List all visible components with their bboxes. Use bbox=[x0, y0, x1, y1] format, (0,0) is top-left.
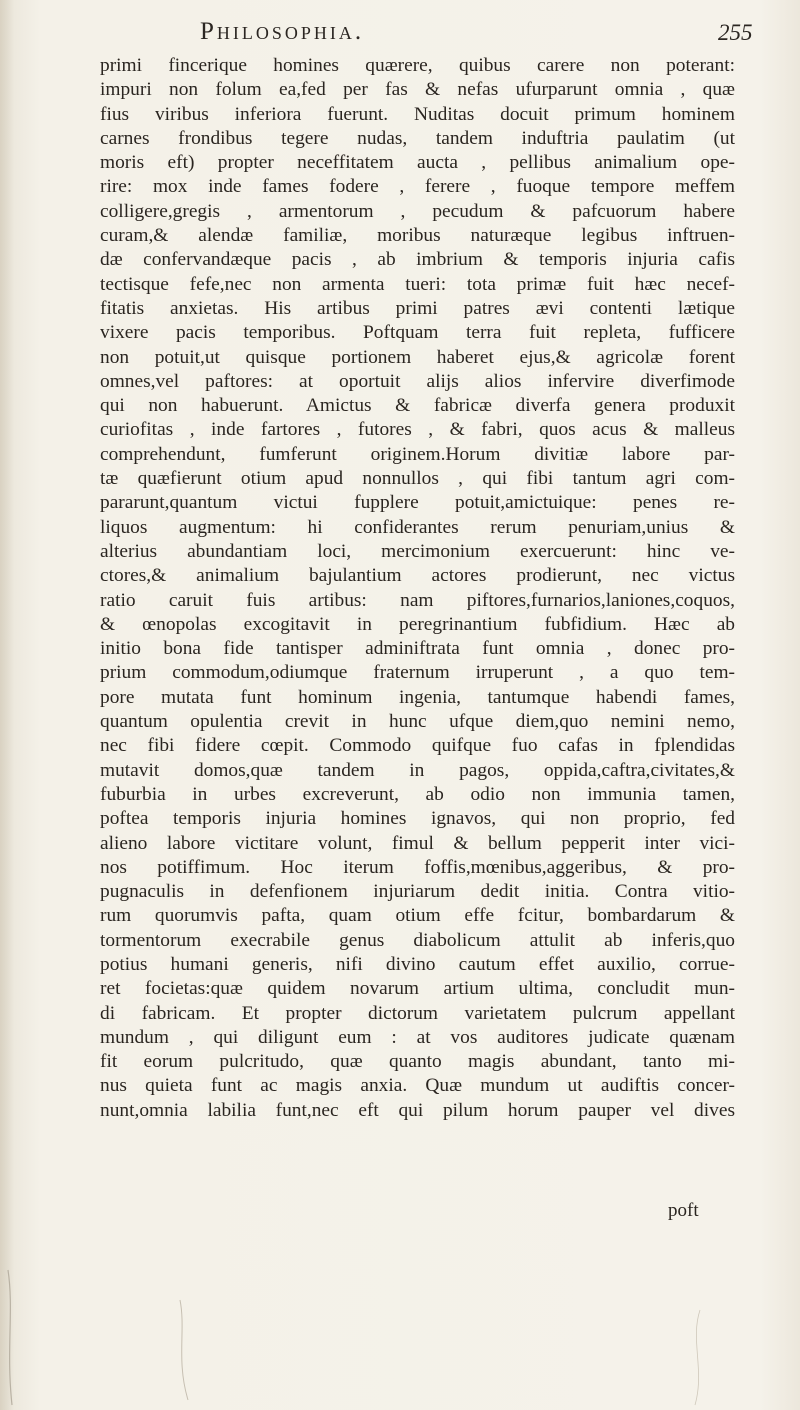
text-line: vixere pacis temporibus. Poftquam terra fuit repleta, fufficere bbox=[100, 322, 735, 344]
running-head: Philosophia. bbox=[200, 18, 365, 45]
text-line: carnes frondibus tegere nudas, tandem induftria paulatim (ut bbox=[100, 127, 735, 149]
text-line: pugnaculis in defenfionem injuriarum dedit initia. Contra vitio- bbox=[100, 881, 735, 903]
text-line: dæ confervandæque pacis , ab imbrium & temporis injuria cafis bbox=[100, 249, 735, 271]
text-line: non potuit,ut quisque portionem haberet ejus,& agricolæ forent bbox=[100, 346, 735, 368]
text-line: rum quorumvis pafta, quam otium effe fcitur, bombardarum & bbox=[100, 905, 735, 927]
text-line: fitatis anxietas. His artibus primi patres ævi contenti lætique bbox=[100, 297, 735, 319]
text-line: nus quieta funt ac magis anxia. Quæ mundum ut audiftis concer- bbox=[100, 1075, 735, 1097]
text-line: quantum opulentia crevit in hunc ufque diem,quo nemini nemo, bbox=[100, 711, 735, 733]
text-line: fit eorum pulcritudo, quæ quanto magis abundant, tanto mi- bbox=[100, 1051, 735, 1073]
text-line: tæ quæfierunt otium apud nonnullos , qui fibi tantum agri com- bbox=[100, 468, 735, 490]
page-gutter-shadow bbox=[0, 0, 14, 1410]
text-line: poftea temporis injuria homines ignavos, qui non proprio, fed bbox=[100, 808, 735, 830]
text-line: fius viribus inferiora fuerunt. Nuditas docuit primum hominem bbox=[100, 103, 735, 125]
text-line: & œnopolas excogitavit in peregrinantium fubfidium. Hæc ab bbox=[100, 613, 735, 635]
text-line: moris eft) propter neceffitatem aucta , pellibus animalium ope- bbox=[100, 152, 735, 174]
text-line: alterius abundantiam loci, mercimonium exercuerunt: hinc ve- bbox=[100, 540, 735, 562]
text-line: mundum , qui diligunt eum : at vos auditores judicate quænam bbox=[100, 1026, 735, 1048]
fold-mark-right bbox=[695, 1310, 700, 1405]
text-line: pararunt,quantum victui fupplere potuit,amictuique: penes re- bbox=[100, 492, 735, 514]
text-line: nos potiffimum. Hoc iterum foffis,mœnibus,aggeribus, & pro- bbox=[100, 856, 735, 878]
text-line: tectisque fefe,nec non armenta tueri: tota primæ fuit hæc necef- bbox=[100, 273, 735, 295]
text-line: curam,& alendæ familiæ, moribus naturæque legibus inftruen- bbox=[100, 225, 735, 247]
page-number: 255 bbox=[718, 20, 753, 45]
text-line: ret focietas:quæ quidem novarum artium ultima, concludit mun- bbox=[100, 978, 735, 1000]
text-line: qui non habuerunt. Amictus & fabricæ diverfa genera produxit bbox=[100, 395, 735, 417]
text-line: nunt,omnia labilia funt,nec eft qui pilum horum pauper vel dives bbox=[100, 1099, 735, 1121]
body-text bbox=[100, 54, 735, 1123]
paper-fold-marks bbox=[0, 1230, 800, 1410]
text-line: curiofitas , inde fartores , futores , & fabri, quos acus & malleus bbox=[100, 419, 735, 441]
text-line: initio bona fide tantisper adminiftrata funt omnia , donec pro- bbox=[100, 638, 735, 660]
text-line: pore mutata funt hominum ingenia, tantumque habendi fames, bbox=[100, 686, 735, 708]
text-line: di fabricam. Et propter dictorum varietatem pulcrum appellant bbox=[100, 1002, 735, 1024]
text-line: comprehendunt, fumferunt originem.Horum divitiæ labore par- bbox=[100, 443, 735, 465]
text-line: fuburbia in urbes excreverunt, ab odio non immunia tamen, bbox=[100, 783, 735, 805]
text-line: mutavit domos,quæ tandem in pagos, oppida,caftra,civitates,& bbox=[100, 759, 735, 781]
fold-mark-center bbox=[180, 1300, 188, 1400]
text-line: potius humani generis, nifi divino cautum effet auxilio, corrue- bbox=[100, 953, 735, 975]
text-line: ratio caruit fuis artibus: nam piftores,furnarios,laniones,coquos, bbox=[100, 589, 735, 611]
text-line: liquos augmentum: hi confiderantes rerum penuriam,unius & bbox=[100, 516, 735, 538]
text-line: omnes,vel paftores: at oportuit alijs alios infervire diverfimode bbox=[100, 370, 735, 392]
text-line: ctores,& animalium bajulantium actores prodierunt, nec victus bbox=[100, 565, 735, 587]
fold-mark-left bbox=[8, 1270, 12, 1405]
text-line: impuri non folum ea,fed per fas & nefas ufurparunt omnia , quæ bbox=[100, 79, 735, 101]
text-line: rire: mox inde fames fodere , ferere , fuoque tempore meffem bbox=[100, 176, 735, 198]
text-line: primi fincerique homines quærere, quibus carere non poterant: bbox=[100, 55, 735, 76]
text-line: tormentorum execrabile genus diabolicum attulit ab inferis,quo bbox=[100, 929, 735, 951]
text-line: alieno labore victitare volunt, fimul & bellum pepperit inter vici- bbox=[100, 832, 735, 854]
text-line: nec fibi fidere cœpit. Commodo quifque fuo cafas in fplendidas bbox=[100, 735, 735, 757]
page-header bbox=[0, 14, 800, 54]
catchword: poft bbox=[668, 1200, 699, 1221]
text-line: colligere,gregis , armentorum , pecudum & pafcuorum habere bbox=[100, 200, 735, 222]
text-line: prium commodum,odiumque fraternum irruperunt , a quo tem- bbox=[100, 662, 735, 684]
